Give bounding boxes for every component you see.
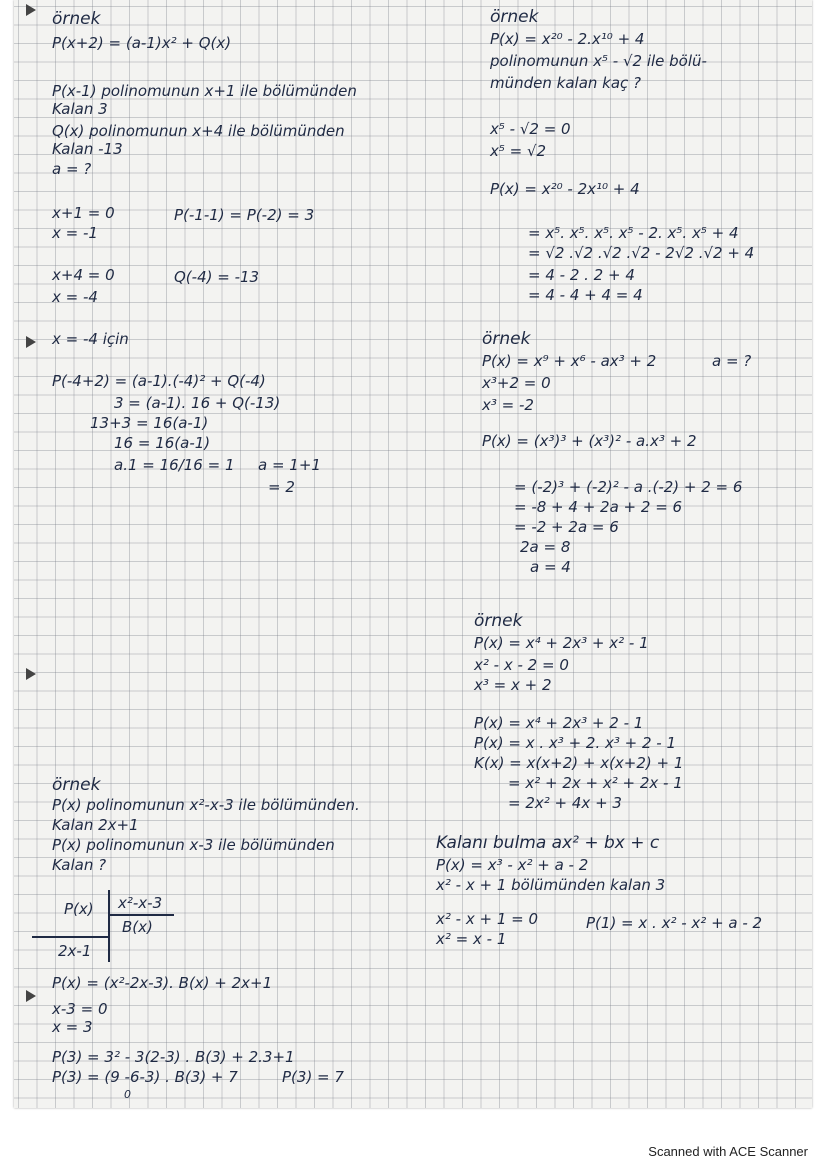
solution-line: x³+2 = 0 — [482, 374, 551, 392]
problem-line: münden kalan kaç ? — [490, 74, 642, 92]
example-title: örnek — [482, 329, 531, 349]
solution-line: 2a = 8 — [520, 538, 571, 556]
solution-line: P(x) = x⁴ + 2x³ + 2 - 1 — [474, 714, 644, 732]
solution-line: = (-2)³ + (-2)² - a .(-2) + 2 = 6 — [514, 478, 743, 496]
division-dividend: P(x) — [64, 900, 94, 918]
solution-line: a.1 = 16/16 = 1 — [114, 456, 235, 474]
example-title: örnek — [490, 7, 539, 27]
solution-line: = x⁵. x⁵. x⁵. x⁵ - 2. x⁵. x⁵ + 4 — [528, 224, 739, 242]
solution-line: a = 1+1 — [258, 456, 321, 474]
problem-line: Kalan 3 — [52, 100, 108, 118]
problem-line: Q(x) polinomunun x+4 ile bölümünden — [52, 122, 345, 140]
solution-line: 3 = (a-1). 16 + Q(-13) — [114, 394, 281, 412]
solution-line: 13+3 = 16(a-1) — [90, 414, 209, 432]
binder-hole-icon — [26, 668, 36, 680]
solution-line: x = -4 için — [52, 330, 129, 348]
solution-line: 16 = 16(a-1) — [114, 434, 211, 452]
solution-line: P(-1-1) = P(-2) = 3 — [174, 206, 315, 224]
solution-line: K(x) = x(x+2) + x(x+2) + 1 — [474, 754, 684, 772]
problem-line: P(x) polinomunun x-3 ile bölümünden — [52, 836, 335, 854]
problem-line: Kalan -13 — [52, 140, 123, 158]
solution-line: x³ = -2 — [482, 396, 534, 414]
solution-line: P(x) = x . x³ + 2. x³ + 2 - 1 — [474, 734, 677, 752]
solution-line: x+4 = 0 — [52, 266, 115, 284]
example-title: örnek — [474, 611, 523, 631]
problem-line: P(x) = x³ - x² + a - 2 — [436, 856, 589, 874]
problem-line: P(x) = x⁹ + x⁶ - ax³ + 2 — [482, 352, 657, 370]
binder-hole-icon — [26, 336, 36, 348]
division-bar — [110, 914, 174, 916]
binder-hole-icon — [26, 4, 36, 16]
notebook-page — [14, 0, 812, 1108]
problem-line: P(x) = x⁴ + 2x³ + x² - 1 — [474, 634, 649, 652]
solution-line: x² - x - 2 = 0 — [474, 656, 569, 674]
solution-line: P(-4+2) = (a-1).(-4)² + Q(-4) — [52, 372, 266, 390]
solution-line: P(3) = 3² - 3(2-3) . B(3) + 2.3+1 — [52, 1048, 295, 1066]
problem-line: P(x) polinomunun x²-x-3 ile bölümünden. — [52, 796, 360, 814]
solution-line: P(x) = (x²-2x-3). B(x) + 2x+1 — [52, 974, 273, 992]
solution-line: = √2 .√2 .√2 .√2 - 2√2 .√2 + 4 — [528, 244, 755, 262]
solution-note: 0 — [124, 1088, 131, 1101]
problem-line: P(x+2) = (a-1)x² + Q(x) — [52, 34, 232, 52]
solution-line: P(x) = (x³)³ + (x³)² - a.x³ + 2 — [482, 432, 697, 450]
solution-line: x⁵ - √2 = 0 — [490, 120, 571, 138]
solution-line: = -8 + 4 + 2a + 2 = 6 — [514, 498, 683, 516]
solution-line: x² - x + 1 = 0 — [436, 910, 539, 928]
solution-line: x³ = x + 2 — [474, 676, 552, 694]
solution-line: P(1) = x . x² - x² + a - 2 — [586, 914, 763, 932]
solution-line: = 4 - 2 . 2 + 4 — [528, 266, 635, 284]
division-remainder: 2x-1 — [58, 942, 92, 960]
division-bar — [32, 936, 110, 938]
solution-line: x⁵ = √2 — [490, 142, 547, 160]
binder-hole-icon — [26, 990, 36, 1002]
problem-line: P(x) = x²⁰ - 2.x¹⁰ + 4 — [490, 30, 645, 48]
example-title: Kalanı bulma ax² + bx + c — [436, 833, 660, 853]
problem-line: Kalan 2x+1 — [52, 816, 139, 834]
solution-line: = 4 - 4 + 4 = 4 — [528, 286, 643, 304]
division-divisor: x²-x-3 — [118, 894, 163, 912]
problem-line: polinomunun x⁵ - √2 ile bölü- — [490, 52, 707, 70]
division-quotient: B(x) — [122, 918, 153, 936]
problem-line: a = ? — [712, 352, 752, 370]
solution-line: x = -4 — [52, 288, 98, 306]
solution-line: P(3) = (9 -6-3) . B(3) + 7 — [52, 1068, 238, 1086]
problem-line: a = ? — [52, 160, 92, 178]
solution-line: = 2x² + 4x + 3 — [508, 794, 622, 812]
problem-line: x² - x + 1 bölümünden kalan 3 — [436, 876, 666, 894]
solution-line: = x² + 2x + x² + 2x - 1 — [508, 774, 683, 792]
solution-line: x = 3 — [52, 1018, 93, 1036]
problem-line: Kalan ? — [52, 856, 107, 874]
solution-line: a = 4 — [530, 558, 571, 576]
solution-line: P(x) = x²⁰ - 2x¹⁰ + 4 — [490, 180, 640, 198]
solution-line: x = -1 — [52, 224, 98, 242]
example-title: örnek — [52, 775, 101, 795]
solution-line: Q(-4) = -13 — [174, 268, 260, 286]
solution-line: x² = x - 1 — [436, 930, 507, 948]
scanner-watermark: Scanned with ACE Scanner — [648, 1144, 808, 1159]
example-title: örnek — [52, 9, 101, 29]
solution-line: x+1 = 0 — [52, 204, 115, 222]
solution-line: = -2 + 2a = 6 — [514, 518, 619, 536]
division-bar — [108, 890, 110, 962]
solution-line: = 2 — [268, 478, 295, 496]
solution-line: P(3) = 7 — [282, 1068, 344, 1086]
solution-line: x-3 = 0 — [52, 1000, 108, 1018]
problem-line: P(x-1) polinomunun x+1 ile bölümünden — [52, 82, 357, 100]
